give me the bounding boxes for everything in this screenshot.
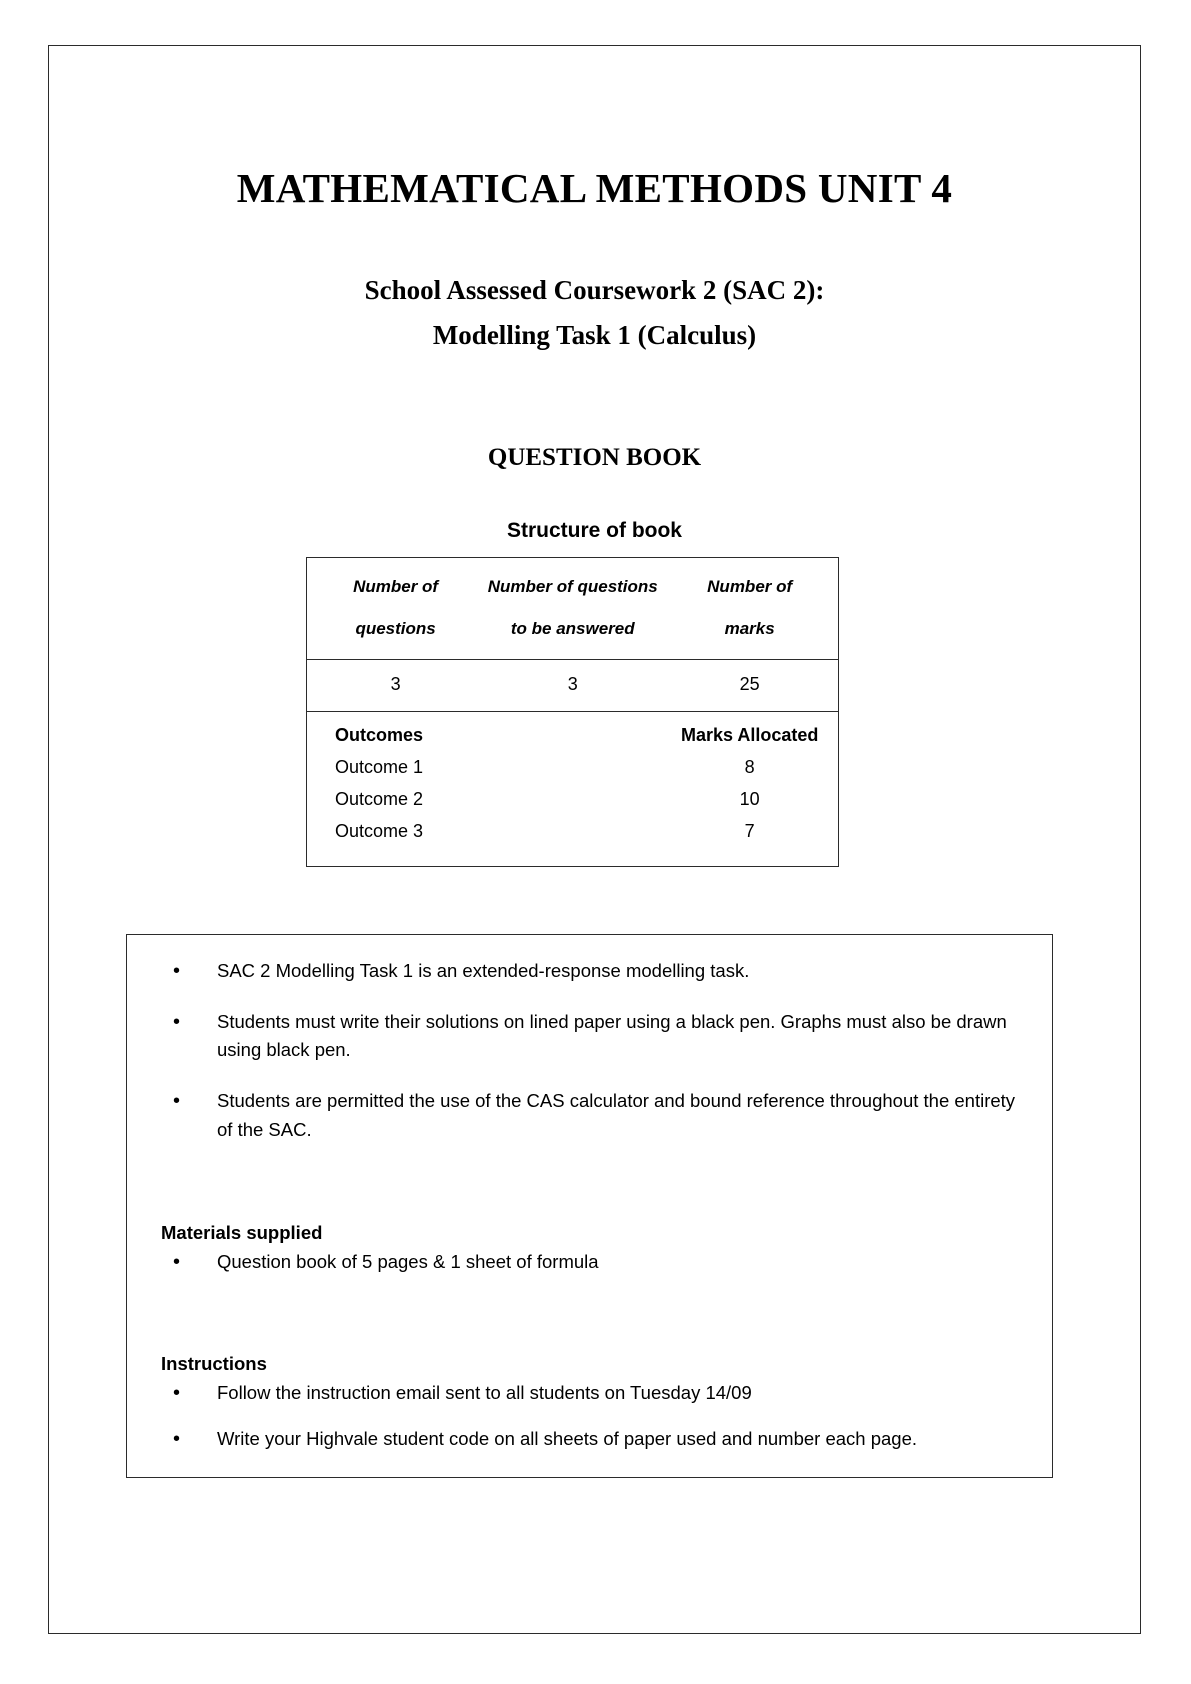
header-line-2: to be answered <box>510 618 635 638</box>
spacer <box>149 1166 1024 1222</box>
materials-bullet-list <box>149 1248 1024 1277</box>
outcome-name: Outcome 1 <box>335 757 424 778</box>
general-bullet-list <box>149 957 1024 1144</box>
header-line-2: questions <box>355 618 436 638</box>
list-item: • Write your Highvale student code on all sheets of paper used and number each page. <box>149 1425 1024 1454</box>
page-content <box>49 46 1140 1633</box>
page-border <box>48 45 1141 1634</box>
header-cell-questions-to-be-answered <box>484 558 661 660</box>
spacer-cell <box>661 844 838 867</box>
table-row <box>307 660 839 712</box>
subtitle-line-2: Modelling Task 1 (Calculus) <box>432 319 757 350</box>
list-item: • Students are permitted the use of the CAS calculator and bound reference throughout the entirety of the SAC. <box>149 1087 1024 1144</box>
header-cell-number-of-marks <box>661 558 838 660</box>
cell-number-of-marks: 25 <box>661 660 838 712</box>
outcome-spacer <box>484 812 661 844</box>
instructions-heading: Instructions <box>161 1353 267 1375</box>
table-bottom-spacer <box>307 844 839 867</box>
table-row <box>307 812 839 844</box>
outcome-name: Outcome 2 <box>335 789 424 810</box>
header-line-1: Number of <box>707 577 793 596</box>
table-row <box>307 780 839 812</box>
outcome-marks: 10 <box>739 789 760 810</box>
question-book-label: QUESTION BOOK <box>487 444 702 471</box>
marks-allocated-label: Marks Allocated <box>661 712 838 749</box>
outcome-marks: 7 <box>744 821 755 842</box>
list-item: • Question book of 5 pages & 1 sheet of formula <box>149 1248 1024 1277</box>
header-cell-number-of-questions <box>307 558 485 660</box>
subtitle-line-1: School Assessed Coursework 2 (SAC 2): <box>364 275 825 305</box>
outcome-name: Outcome 3 <box>335 821 424 842</box>
list-item: • SAC 2 Modelling Task 1 is an extended-response modelling task. <box>149 957 1024 986</box>
outcome-marks: 8 <box>744 757 755 778</box>
outcome-spacer <box>484 748 661 780</box>
outcomes-label: Outcomes <box>307 712 485 749</box>
page-subtitle <box>49 268 1140 357</box>
page-title: MATHEMATICAL METHODS UNIT 4 <box>236 165 953 211</box>
materials-supplied-heading: Materials supplied <box>161 1222 323 1244</box>
header-line-1: Number of <box>353 577 439 596</box>
header-line-1: Number of questions <box>487 577 658 596</box>
header-line-2: marks <box>724 618 775 638</box>
table-row <box>307 748 839 780</box>
outcomes-header-row <box>307 712 839 749</box>
spacer-cell <box>484 844 661 867</box>
outcomes-header-spacer <box>484 712 661 749</box>
table-header-row <box>307 558 839 660</box>
instructions-bullet-list <box>149 1379 1024 1453</box>
cell-number-of-questions: 3 <box>307 660 485 712</box>
structure-of-book-heading: Structure of book <box>506 519 682 542</box>
structure-of-book-table <box>306 557 839 867</box>
list-item: • Students must write their solutions on lined paper using a black pen. Graphs must also be drawn using black pen. <box>149 1008 1024 1065</box>
cell-questions-to-be-answered: 3 <box>484 660 661 712</box>
outcome-spacer <box>484 780 661 812</box>
instructions-box <box>126 934 1053 1478</box>
list-item: • Follow the instruction email sent to all students on Tuesday 14/09 <box>149 1379 1024 1408</box>
spacer <box>149 1299 1024 1353</box>
spacer-cell <box>307 844 485 867</box>
